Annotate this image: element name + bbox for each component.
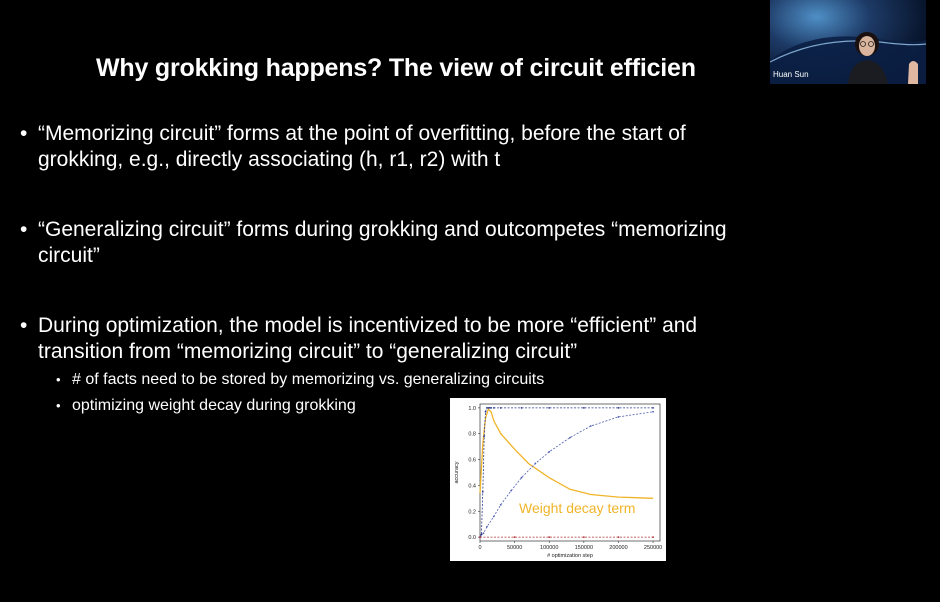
x-tick-label: 50000 (506, 545, 523, 551)
bullet-3-line-1: During optimization, the model is incentivized to be more “efficient” and (38, 314, 698, 337)
series-3-point (618, 416, 620, 418)
bullet-dot: • (20, 314, 28, 337)
series-2-point (480, 534, 482, 536)
y-tick-label: 0.8 (468, 431, 476, 438)
y-tick-label: 0.0 (468, 535, 476, 542)
bullet-2-line-1: “Generalizing circuit” forms during grokking and outcompetes “memorizing (38, 218, 727, 241)
bullet-1-line-2: grokking, e.g., directly associating (h, r1, r2) with t (38, 148, 501, 171)
plot-frame (480, 404, 660, 541)
series-2-point (483, 435, 485, 437)
bullet-2-line-2: circuit” (38, 244, 100, 267)
x-tick-label: 0 (478, 545, 482, 551)
y-tick-label: 0.2 (468, 509, 476, 516)
series-3-line (480, 412, 653, 537)
series-1-line (480, 409, 653, 498)
series-2-point (482, 491, 484, 493)
series-3-point (493, 516, 495, 518)
series-4-point (583, 536, 585, 538)
series-3-point (548, 451, 550, 453)
chart-svg (450, 398, 666, 561)
sub-bullet-1-text: # of facts need to be stored by memorizing vs. generalizing circuits (72, 371, 545, 388)
series-2-point (490, 407, 492, 409)
y-tick-label: 0.4 (468, 483, 476, 490)
series-3-point (534, 463, 536, 465)
series-4-point (652, 536, 654, 538)
series-2-line (480, 408, 653, 537)
series-3-point (652, 411, 654, 413)
series-3-point (486, 526, 488, 528)
series-3-point (483, 532, 485, 534)
series-3-point (510, 490, 512, 492)
series-2-point (493, 407, 495, 409)
series-4-point (479, 536, 481, 538)
series-3-point (569, 437, 571, 439)
x-tick-label: 150000 (574, 545, 594, 551)
series-4-point (618, 536, 620, 538)
series-2-point (652, 407, 654, 409)
y-tick-label: 1.0 (468, 405, 476, 412)
series-2-point (500, 407, 502, 409)
series-2-point (583, 407, 585, 409)
series-3-point (500, 504, 502, 506)
series-3-point (590, 425, 592, 427)
bullet-1-line-1: “Memorizing circuit” forms at the point of overfitting, before the start of (38, 122, 686, 145)
sub-bullet-dot: • (56, 398, 61, 413)
accuracy-chart (450, 398, 666, 561)
x-tick-label: 250000 (643, 545, 663, 551)
speaker-name: Huan Sun (773, 70, 809, 79)
speaker-video-thumbnail[interactable] (770, 0, 926, 84)
sub-bullet-dot: • (56, 372, 61, 387)
series-2-point (485, 411, 487, 413)
x-axis-label: # optimization step (547, 553, 593, 559)
series-2-point (548, 407, 550, 409)
weight-decay-annotation: Weight decay term (519, 500, 636, 516)
series-2-point (521, 407, 523, 409)
series-3-point (521, 477, 523, 479)
y-axis-label: accuracy (454, 461, 460, 484)
sub-bullet-2-text: optimizing weight decay during grokking (72, 397, 356, 414)
bullet-dot: • (20, 218, 28, 241)
series-4-point (514, 536, 516, 538)
series-4-point (548, 536, 550, 538)
bullet-dot: • (20, 122, 28, 145)
series-2-point (618, 407, 620, 409)
x-tick-label: 100000 (540, 545, 559, 551)
bullet-3-line-2: transition from “memorizing circuit” to “generalizing circuit” (38, 340, 578, 363)
x-tick-label: 200000 (609, 545, 628, 551)
slide-title: Why grokking happens? The view of circuit efficien (96, 54, 696, 82)
y-tick-label: 0.6 (468, 457, 476, 464)
